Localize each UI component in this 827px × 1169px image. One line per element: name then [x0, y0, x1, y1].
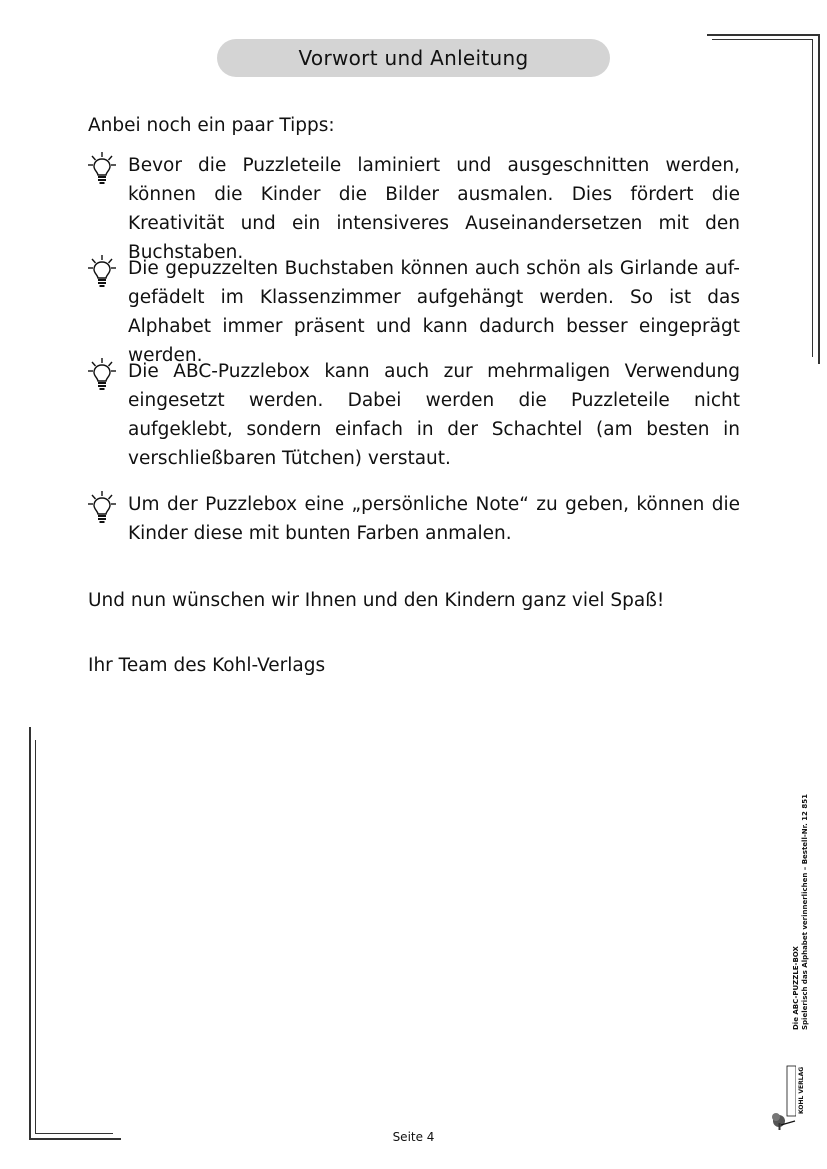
- frame-right-v2: [812, 39, 813, 357]
- tip-text: Bevor die Puzzleteile laminiert und ausgeschnitten werden, können die Kinder die Bilder ausmalen. Dies fördert die Kreativität und ein intensiveres Auseinandersetzen mit den Buchstaben.: [128, 155, 740, 263]
- sidebar-product-title: Die ABC-PUZZLE-BOX: [792, 946, 800, 1030]
- closing-text: Und nun wünschen wir Ihnen und den Kindern ganz viel Spaß!: [88, 590, 665, 611]
- frame-top-right-h2: [712, 39, 812, 40]
- lightbulb-icon: [88, 254, 116, 288]
- publisher-logo: [770, 1062, 805, 1136]
- page-title: [217, 39, 610, 77]
- tree-logo-icon: [770, 1062, 796, 1132]
- frame-left-v2: [35, 740, 36, 1134]
- publisher-name: KOHL VERLAG: [798, 1066, 805, 1114]
- signature-text: Ihr Team des Kohl-Verlags: [88, 655, 326, 676]
- sidebar-product-subtitle: Spielerisch das Alphabet verinnerlichen – Bestell-Nr. 12 851: [800, 794, 809, 1030]
- page-number: Seite 4: [392, 1130, 435, 1144]
- tip-item: [88, 490, 740, 548]
- lightbulb-icon: [88, 490, 116, 524]
- lightbulb-icon: [88, 151, 116, 185]
- lightbulb-icon: [88, 357, 116, 391]
- frame-left-v1: [29, 727, 31, 1139]
- tip-text: Um der Puzzlebox eine „persönliche Note“ zu geben, können die Kinder diese mit bunten Farben anmalen.: [128, 494, 740, 544]
- tip-item: [88, 357, 740, 473]
- intro-text: Anbei noch ein paar Tipps:: [88, 115, 335, 136]
- frame-right-v1: [818, 34, 820, 364]
- tip-text: Die ABC-Puzzlebox kann auch zur mehrmaligen Verwendung eingesetzt werden. Dabei werden die Puzzleteile nicht aufgeklebt, sondern einfach in der Schachtel (am besten in verschließbaren Tütchen) verstaut.: [128, 361, 740, 469]
- sidebar-product-info: [792, 794, 809, 1030]
- frame-top-right-h1: [707, 34, 818, 36]
- tip-item: [88, 151, 740, 267]
- page-title-text: Vorwort und Anleitung: [298, 46, 529, 70]
- tip-text: Die gepuzzelten Buchstaben können auch schön als Girlande auf-gefädelt im Klassenzimmer aufgehängt werden. So ist das Alphabet immer präsent und kann dadurch besser eingeprägt werden.: [128, 258, 740, 366]
- tip-item: [88, 254, 740, 370]
